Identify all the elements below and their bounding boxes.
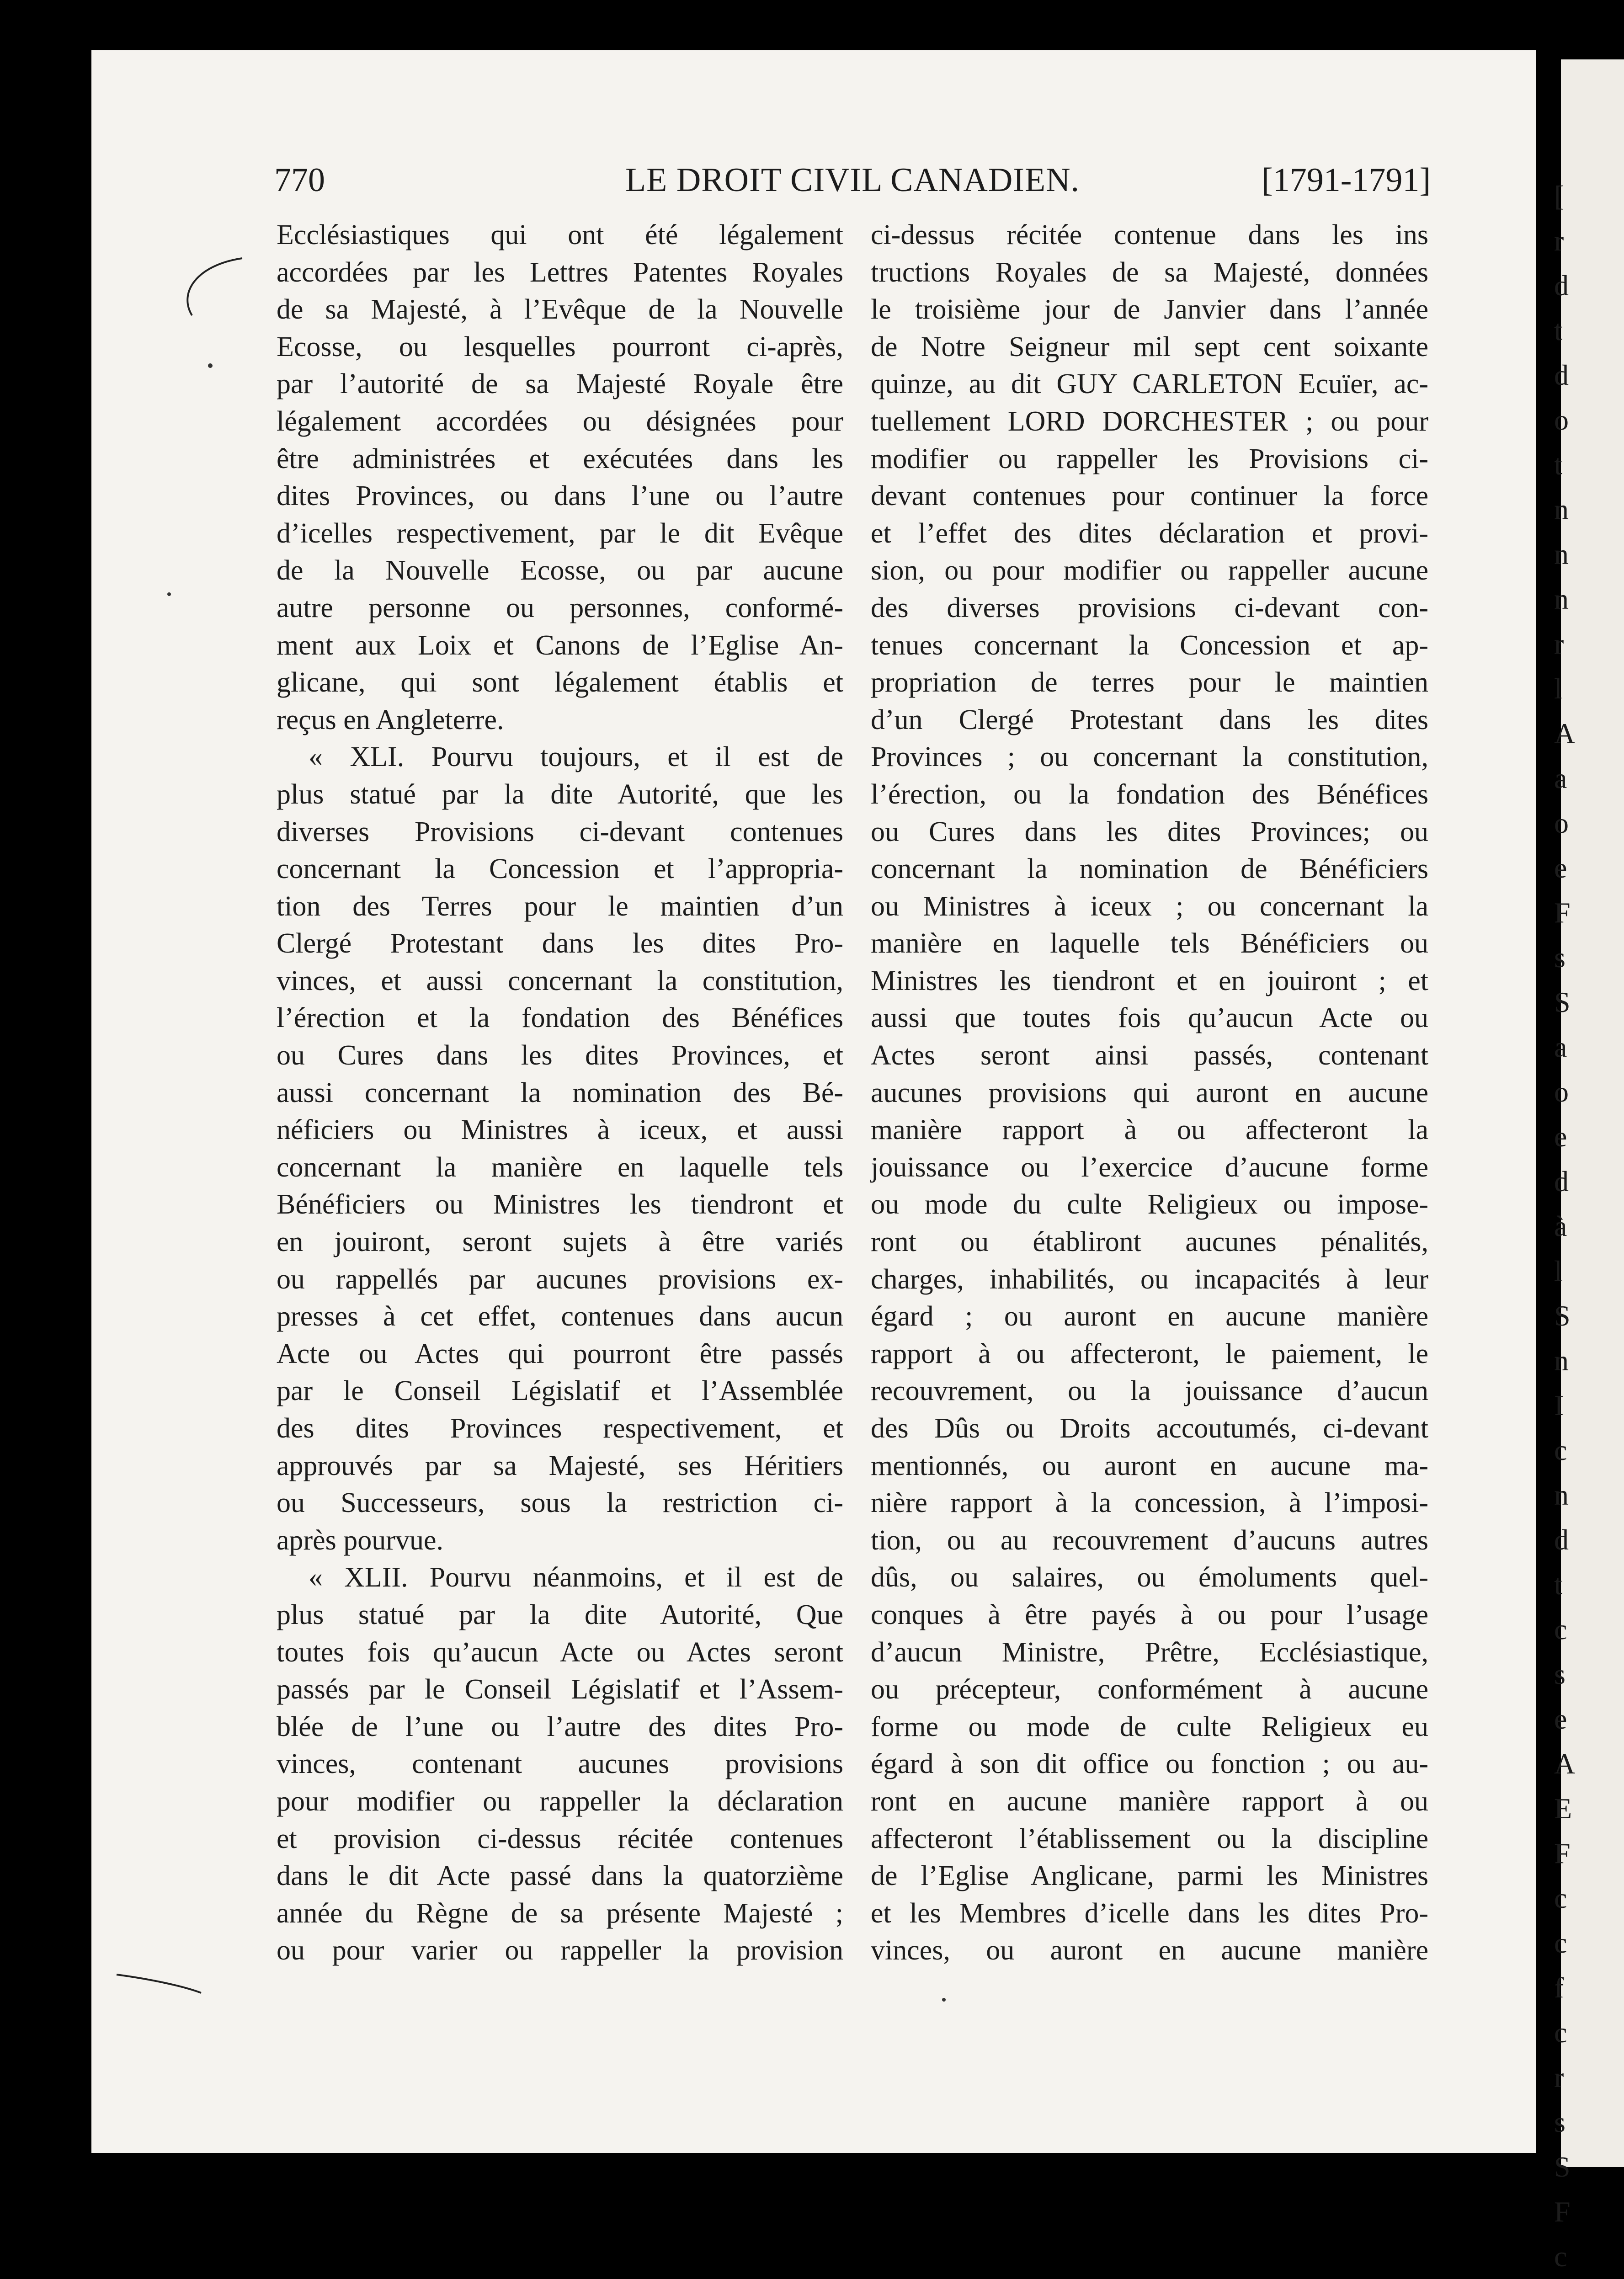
edge-letter: t bbox=[1554, 314, 1562, 346]
edge-letter: t bbox=[1554, 1568, 1562, 1601]
right-text-column bbox=[871, 217, 1428, 1970]
edge-letter: s bbox=[1554, 1658, 1565, 1690]
edge-letter: s bbox=[1554, 2106, 1565, 2138]
edge-letter: n bbox=[1554, 493, 1569, 526]
edge-letter: l bbox=[1554, 672, 1562, 705]
text-line: en jouiront, seront sujets à être variés bbox=[277, 1226, 843, 1258]
text-line: être administrées et exécutées dans les bbox=[277, 443, 843, 474]
text-line: tion des Terres pour le maintien d’un bbox=[277, 890, 843, 922]
text-line: ront ou établiront aucunes pénalités, bbox=[871, 1226, 1428, 1258]
edge-letter: F bbox=[1554, 1837, 1571, 1869]
edge-letter: E bbox=[1554, 1792, 1572, 1825]
edge-letter: c bbox=[1554, 2240, 1567, 2273]
edge-letter: o bbox=[1554, 404, 1569, 436]
text-line: ou précepteur, conformément à aucune bbox=[871, 1674, 1428, 1705]
text-line: rapport à ou affecteront, le paiement, le bbox=[871, 1338, 1428, 1369]
text-line: ci-dessus récitée contenue dans les ins bbox=[871, 219, 1428, 250]
text-line: année du Règne de sa présente Majesté ; bbox=[277, 1897, 843, 1929]
text-line: par l’autorité de sa Majesté Royale être bbox=[277, 368, 843, 400]
edge-letter: c bbox=[1554, 1613, 1567, 1645]
edge-letter: d bbox=[1554, 1165, 1569, 1198]
edge-letter: F bbox=[1554, 2195, 1571, 2228]
text-line: ou pour varier ou rappeller la provision bbox=[277, 1935, 843, 1966]
text-line: ou Successeurs, sous la restriction ci- bbox=[277, 1487, 843, 1519]
text-line: ront en aucune manière rapport à ou bbox=[871, 1785, 1428, 1817]
text-line: toutes fois qu’aucun Acte ou Actes seront bbox=[277, 1636, 843, 1668]
text-line: Ecclésiastiques qui ont été légalement bbox=[277, 219, 843, 250]
text-line: mentionnés, ou auront en aucune ma- bbox=[871, 1450, 1428, 1481]
text-line: égard à son dit office ou fonction ; ou au- bbox=[871, 1748, 1428, 1780]
edge-letter: f bbox=[1554, 1971, 1564, 2004]
text-line: de l’Eglise Anglicane, parmi les Ministres bbox=[871, 1860, 1428, 1892]
text-line: plus statué par la dite Autorité, Que bbox=[277, 1599, 843, 1630]
text-line: et les Membres d’icelle dans les dites Pro- bbox=[871, 1897, 1428, 1929]
text-line: concernant la manière en laquelle tels bbox=[277, 1151, 843, 1183]
text-line: conques à être payés à ou pour l’usage bbox=[871, 1599, 1428, 1630]
text-line: après pourvue. bbox=[277, 1524, 443, 1556]
edge-letter: r bbox=[1554, 224, 1564, 257]
text-line: de la Nouvelle Ecosse, ou par aucune bbox=[277, 555, 843, 586]
text-line: ou rappellés par aucunes provisions ex- bbox=[277, 1263, 843, 1295]
text-line: « XLI. Pourvu toujours, et il est de bbox=[309, 741, 843, 773]
date-range: [1791-1791] bbox=[1262, 161, 1431, 199]
text-line: des Dûs ou Droits accoutumés, ci-devant bbox=[871, 1413, 1428, 1444]
text-line: d’icelles respectivement, par le dit Evêque bbox=[277, 517, 843, 549]
text-line: blée de l’une ou l’autre des dites Pro- bbox=[277, 1711, 843, 1742]
text-line: par le Conseil Législatif et l’Assemblée bbox=[277, 1375, 843, 1407]
text-line: et l’effet des dites déclaration et provi- bbox=[871, 517, 1428, 549]
text-line: Bénéficiers ou Ministres les tiendront et bbox=[277, 1189, 843, 1220]
text-line: autre personne ou personnes, conformé- bbox=[277, 592, 843, 623]
edge-letter: r bbox=[1554, 628, 1564, 660]
text-line: de sa Majesté, à l’Evêque de la Nouvelle bbox=[277, 294, 843, 325]
text-line: passés par le Conseil Législatif et l’Assem- bbox=[277, 1674, 843, 1705]
text-line: sion, ou pour modifier ou rappeller aucune bbox=[871, 555, 1428, 586]
edge-letter: t bbox=[1554, 448, 1562, 481]
text-line: ou Cures dans les dites Provinces; ou bbox=[871, 816, 1428, 847]
text-line: modifier ou rappeller les Provisions ci- bbox=[871, 443, 1428, 474]
text-line: des diverses provisions ci-devant con- bbox=[871, 592, 1428, 623]
edge-letter: n bbox=[1554, 583, 1569, 615]
edge-letter: n bbox=[1554, 1344, 1569, 1377]
text-line: manière en laquelle tels Bénéficiers ou bbox=[871, 928, 1428, 959]
text-line: propriation de terres pour le maintien bbox=[871, 667, 1428, 698]
text-line: dans le dit Acte passé dans la quatorzième bbox=[277, 1860, 843, 1892]
text-line: reçus en Angleterre. bbox=[277, 704, 504, 735]
text-line: recouvrement, ou la jouissance d’aucun bbox=[871, 1375, 1428, 1407]
edge-letter: A bbox=[1554, 1747, 1576, 1780]
text-line: pour modifier ou rappeller la déclaration bbox=[277, 1785, 843, 1817]
adjacent-page-letters bbox=[1554, 174, 1623, 2279]
edge-letter: n bbox=[1554, 538, 1569, 570]
text-line: légalement accordées ou désignées pour bbox=[277, 405, 843, 437]
text-line: néficiers ou Ministres à iceux, et aussi bbox=[277, 1114, 843, 1146]
text-line: concernant la nomination de Bénéficiers bbox=[871, 853, 1428, 885]
edge-letter: e bbox=[1554, 1703, 1567, 1735]
edge-letter: d bbox=[1554, 1523, 1569, 1556]
edge-letter: d bbox=[1554, 359, 1569, 391]
edge-letter: o bbox=[1554, 1076, 1569, 1108]
text-line: quinze, au dit GUY CARLETON Ecuïer, ac- bbox=[871, 368, 1428, 400]
text-line: concernant la Concession et l’appropria- bbox=[277, 853, 843, 885]
text-line: Actes seront ainsi passés, contenant bbox=[871, 1040, 1428, 1071]
edge-letter: e bbox=[1554, 852, 1567, 884]
text-line: charges, inhabilités, ou incapacités à leur bbox=[871, 1263, 1428, 1295]
edge-letter: [ bbox=[1554, 180, 1564, 212]
page-number: 770 bbox=[274, 161, 325, 199]
edge-letter: F bbox=[1554, 896, 1571, 929]
text-line: l’érection, ou la fondation des Bénéfices bbox=[871, 778, 1428, 810]
text-line: aussi concernant la nomination des Bé- bbox=[277, 1077, 843, 1108]
text-line: jouissance ou l’exercice d’aucune forme bbox=[871, 1151, 1428, 1183]
text-line: ou Cures dans les dites Provinces, et bbox=[277, 1040, 843, 1071]
text-line: accordées par les Lettres Patentes Royales bbox=[277, 256, 843, 288]
text-line: tion, ou au recouvrement d’aucuns autres bbox=[871, 1524, 1428, 1556]
text-line: d’un Clergé Protestant dans les dites bbox=[871, 704, 1428, 735]
text-line: des dites Provinces respectivement, et bbox=[277, 1413, 843, 1444]
text-line: égard ; ou auront en aucune manière bbox=[871, 1301, 1428, 1332]
edge-letter: I bbox=[1554, 1389, 1564, 1422]
text-line: Acte ou Actes qui pourront être passés bbox=[277, 1338, 843, 1369]
edge-letter: c bbox=[1554, 1882, 1567, 1914]
text-line: diverses Provisions ci-devant contenues bbox=[277, 816, 843, 847]
text-line: plus statué par la dite Autorité, que les bbox=[277, 778, 843, 810]
edge-letter: c bbox=[1554, 1927, 1567, 1959]
text-line: vinces, ou auront en aucune manière bbox=[871, 1935, 1428, 1966]
text-line: manière rapport à ou affecteront la bbox=[871, 1114, 1428, 1146]
text-line: devant contenues pour continuer la force bbox=[871, 480, 1428, 512]
text-line: aussi que toutes fois qu’aucun Acte ou bbox=[871, 1002, 1428, 1034]
text-line: ou Ministres à iceux ; ou concernant la bbox=[871, 890, 1428, 922]
text-line: glicane, qui sont légalement établis et bbox=[277, 667, 843, 698]
edge-letter: l bbox=[1554, 1255, 1562, 1287]
text-line: d’aucun Ministre, Prêtre, Ecclésiastique, bbox=[871, 1636, 1428, 1668]
text-line: vinces, contenant aucunes provisions bbox=[277, 1748, 843, 1780]
edge-letter: n bbox=[1554, 1479, 1569, 1511]
text-line: tuellement LORD DORCHESTER ; ou pour bbox=[871, 405, 1428, 437]
text-line: l’érection et la fondation des Bénéfices bbox=[277, 1002, 843, 1034]
edge-letter: c bbox=[1554, 1434, 1567, 1466]
text-line: vinces, et aussi concernant la constitution, bbox=[277, 965, 843, 996]
edge-letter: S bbox=[1554, 986, 1571, 1018]
text-line: nière rapport à la concession, à l’imposi- bbox=[871, 1487, 1428, 1519]
text-line: Ecosse, ou lesquelles pourront ci-après, bbox=[277, 331, 843, 362]
edge-letter: o bbox=[1554, 807, 1569, 839]
edge-letter: d bbox=[1554, 269, 1569, 302]
edge-letter: a bbox=[1554, 1031, 1567, 1063]
edge-letter: c bbox=[1554, 2016, 1567, 2049]
edge-letter: S bbox=[1554, 1299, 1571, 1332]
running-head bbox=[274, 161, 1431, 202]
text-line: Ministres les tiendront et en jouiront ; et bbox=[871, 965, 1428, 996]
text-line: presses à cet effet, contenues dans aucun bbox=[277, 1301, 843, 1332]
text-line: ou mode du culte Religieux ou impose- bbox=[871, 1189, 1428, 1220]
edge-letter: A bbox=[1554, 717, 1576, 750]
edge-letter: à bbox=[1554, 1210, 1567, 1242]
edge-letter: a bbox=[1554, 762, 1567, 794]
running-title: LE DROIT CIVIL CANADIEN. bbox=[625, 161, 1080, 199]
left-text-column bbox=[277, 217, 843, 1970]
edge-letter: s bbox=[1554, 941, 1565, 974]
text-line: tructions Royales de sa Majesté, données bbox=[871, 256, 1428, 288]
text-line: dûs, ou salaires, ou émoluments quel- bbox=[871, 1562, 1428, 1593]
text-line: le troisième jour de Janvier dans l’année bbox=[871, 294, 1428, 325]
edge-letter: S bbox=[1554, 2151, 1571, 2183]
text-line: affecteront l’établissement ou la discipline bbox=[871, 1823, 1428, 1854]
text-line: Provinces ; ou concernant la constitution, bbox=[871, 741, 1428, 773]
text-line: et provision ci-dessus récitée contenues bbox=[277, 1823, 843, 1854]
text-line: dites Provinces, ou dans l’une ou l’autre bbox=[277, 480, 843, 512]
edge-letter: e bbox=[1554, 1120, 1567, 1153]
text-line: de Notre Seigneur mil sept cent soixante bbox=[871, 331, 1428, 362]
text-line: aucunes provisions qui auront en aucune bbox=[871, 1077, 1428, 1108]
text-line: Clergé Protestant dans les dites Pro- bbox=[277, 928, 843, 959]
text-line: forme ou mode de culte Religieux eu bbox=[871, 1711, 1428, 1742]
text-line: ment aux Loix et Canons de l’Eglise An- bbox=[277, 629, 843, 661]
text-line: tenues concernant la Concession et ap- bbox=[871, 629, 1428, 661]
text-line: « XLII. Pourvu néanmoins, et il est de bbox=[309, 1562, 843, 1593]
text-line: approuvés par sa Majesté, ses Héritiers bbox=[277, 1450, 843, 1481]
edge-letter: r bbox=[1554, 2061, 1564, 2093]
